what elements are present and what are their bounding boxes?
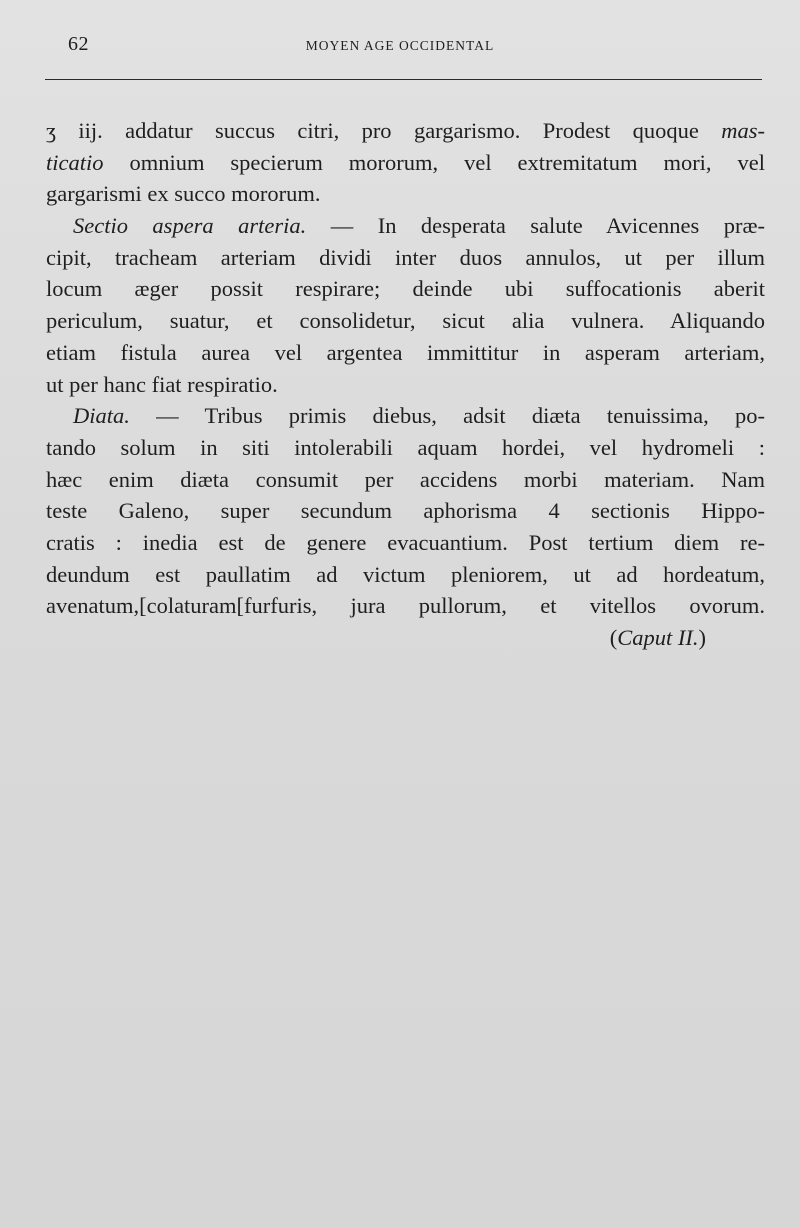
- header-rule: [45, 79, 762, 80]
- text-line: periculum, suatur, et consolidetur, sicut alia vulnera. Aliquando: [46, 308, 765, 334]
- page-number: 62: [68, 33, 89, 55]
- text-line: cratis : inedia est de genere evacuantium. Post tertium diem re-: [46, 529, 765, 555]
- body-text: [46, 115, 765, 654]
- running-title: MOYEN AGE OCCIDENTAL: [305, 38, 495, 53]
- text-line: ʒ iij. addatur succus citri, pro gargarismo. Prodest quoque mas-: [46, 118, 765, 143]
- section-heading-line: Sectio aspera arteria. — In desperata salute Avicennes præ-: [73, 213, 766, 239]
- text-line: hæc enim diæta consumit per accidens morbi materiam. Nam: [46, 466, 765, 492]
- text-line: gargarismi ex succo mororum.: [46, 181, 321, 207]
- text-line: ut per hanc fiat respiratio.: [46, 371, 278, 397]
- text-line: avenatum,[colaturam[furfuris, jura pullorum, et vitellos ovorum.: [46, 593, 765, 619]
- section-heading-line: Diata. — Tribus primis diebus, adsit diæta tenuissima, po-: [73, 403, 765, 429]
- text-line: ticatio omnium specierum mororum, vel extremitatum mori, vel: [46, 149, 765, 175]
- text-line: cipit, tracheam arteriam dividi inter duos annulos, ut per illum: [46, 244, 765, 270]
- text-line: locum æger possit respirare; deinde ubi suffocationis aberit: [46, 276, 765, 302]
- source-citation: (Caput II.): [609, 625, 706, 650]
- section-title-diata: Diata.: [73, 403, 130, 429]
- section-title-sectio: Sectio aspera arteria.: [73, 213, 307, 239]
- text-line: tando solum in siti intolerabili aquam hordei, vel hydromeli :: [46, 434, 765, 460]
- text-line: deundum est paullatim ad victum pleniorem, ut ad hordeatum,: [46, 561, 765, 587]
- text-line: etiam fistula aurea vel argentea immittitur in asperam arteriam,: [46, 339, 765, 365]
- text-line: teste Galeno, super secundum aphorisma 4 sectionis Hippo-: [46, 498, 765, 524]
